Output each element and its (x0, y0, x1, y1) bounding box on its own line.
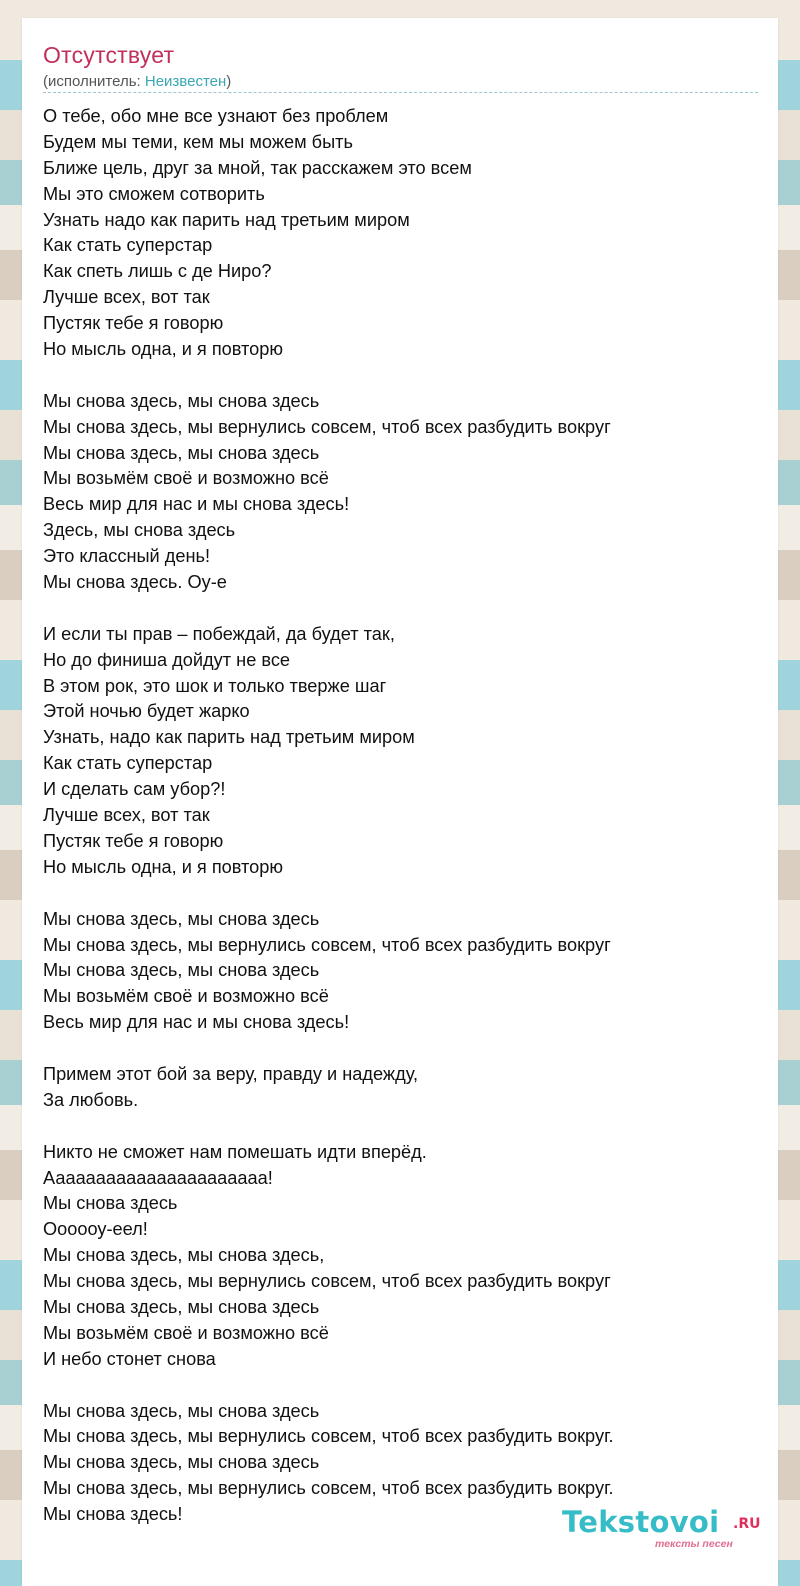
lyric-line: Лучше всех, вот так (43, 287, 210, 308)
lyric-line: Будем мы теми, кем мы можем быть (43, 131, 353, 152)
stanza-break (43, 1373, 758, 1399)
lyric-line: Это классный день! (43, 546, 211, 567)
lyric-line: Весь мир для нас и мы снова здесь! (43, 494, 350, 515)
lyric-line: О тебе, обо мне все узнают без проблем (43, 106, 389, 126)
lyric-line: Как стать суперстар (43, 235, 213, 256)
lyric-line: Как спеть лишь с де Ниро? (43, 261, 272, 282)
lyric-line: Мы снова здесь, мы снова здесь (43, 960, 320, 981)
lyric-line: Узнать, надо как парить над третьим миром (43, 727, 415, 748)
logo-tld: .RU (733, 1516, 761, 1532)
lyric-line: Пустяк тебе я говорю (43, 830, 224, 851)
lyric-line: Мы снова здесь, мы вернулись совсем, чтоб всех разбудить вокруг (43, 1271, 611, 1292)
lyric-line: И сделать сам убор?! (43, 779, 226, 800)
song-title: Отсутствует (43, 42, 175, 68)
lyric-line: Оооооу-еел! (43, 1219, 148, 1240)
lyric-line: В этом рок, это шок и только тверже шаг (43, 675, 387, 696)
lyric-line: Ближе цель, друг за мной, так расскажем это всем (43, 157, 472, 178)
performer-suffix: ) (226, 73, 232, 90)
stanza-break (43, 596, 758, 622)
stanza-break (43, 1036, 758, 1062)
lyrics-text (43, 104, 758, 1528)
lyric-line: Мы снова здесь, мы вернулись совсем, чтоб всех разбудить вокруг. (43, 1478, 614, 1499)
lyric-line: Мы снова здесь, мы снова здесь (43, 442, 320, 463)
lyric-line: Но до финиша дойдут не все (43, 649, 291, 670)
lyric-line: Мы снова здесь (43, 1193, 178, 1214)
lyric-line: И если ты прав – побеждай, да будет так, (43, 623, 395, 644)
lyric-line: Весь мир для нас и мы снова здесь! (43, 1012, 350, 1033)
lyric-line: Аааааааааааааааааааааа! (43, 1167, 273, 1188)
performer-prefix: (исполнитель: (43, 73, 145, 90)
lyric-line: Мы снова здесь, мы вернулись совсем, чтоб всех разбудить вокруг (43, 934, 611, 955)
lyrics-card (22, 18, 778, 1586)
lyric-line: Узнать надо как парить над третьим миром (43, 209, 410, 230)
lyric-line: И небо стонет снова (43, 1348, 216, 1369)
lyric-line: Мы снова здесь, мы снова здесь (43, 1452, 320, 1473)
lyric-line: Как стать суперстар (43, 753, 213, 774)
lyric-line: Мы возьмём своё и возможно всё (43, 1322, 329, 1343)
lyric-line: Мы возьмём своё и возможно всё (43, 468, 329, 489)
logo-wordmark: Tekstovoi (562, 1505, 720, 1539)
lyric-line: За любовь. (43, 1089, 139, 1110)
lyric-line: Мы снова здесь, мы снова здесь (43, 1400, 320, 1421)
lyric-line: Мы снова здесь! (43, 1504, 183, 1525)
site-logo[interactable] (562, 1505, 772, 1555)
lyric-line: Мы возьмём своё и возможно всё (43, 986, 329, 1007)
lyric-line: Этой ночью будет жарко (43, 701, 250, 722)
performer-line (43, 73, 231, 90)
lyric-line: Мы снова здесь, мы снова здесь (43, 908, 320, 929)
lyric-line: Но мысль одна, и я повторю (43, 856, 284, 877)
logo-tagline: тексты песен (655, 1538, 733, 1550)
lyric-line: Мы снова здесь, мы снова здесь, (43, 1245, 325, 1266)
lyric-line: Мы снова здесь, мы вернулись совсем, чтоб всех разбудить вокруг (43, 416, 611, 437)
lyric-line: Мы снова здесь. Оу-е (43, 572, 227, 593)
lyric-line: Но мысль одна, и я повторю (43, 339, 284, 360)
performer-link[interactable]: Неизвестен (144, 73, 227, 90)
stanza-break (43, 1114, 758, 1140)
lyric-line: Мы снова здесь, мы снова здесь (43, 390, 320, 411)
lyric-line: Здесь, мы снова здесь (43, 520, 236, 541)
lyric-line: Примем этот бой за веру, правду и надежду, (43, 1063, 419, 1084)
lyric-line: Никто не сможет нам помешать идти вперёд. (43, 1141, 427, 1162)
lyric-line: Мы это сможем сотворить (43, 183, 265, 204)
title-divider (43, 92, 758, 93)
lyric-line: Мы снова здесь, мы снова здесь (43, 1296, 320, 1317)
stanza-break (43, 363, 758, 389)
lyric-line: Мы снова здесь, мы вернулись совсем, чтоб всех разбудить вокруг. (43, 1426, 614, 1447)
lyric-line: Пустяк тебе я говорю (43, 313, 224, 334)
lyric-line: Лучше всех, вот так (43, 805, 210, 826)
stanza-break (43, 881, 758, 907)
